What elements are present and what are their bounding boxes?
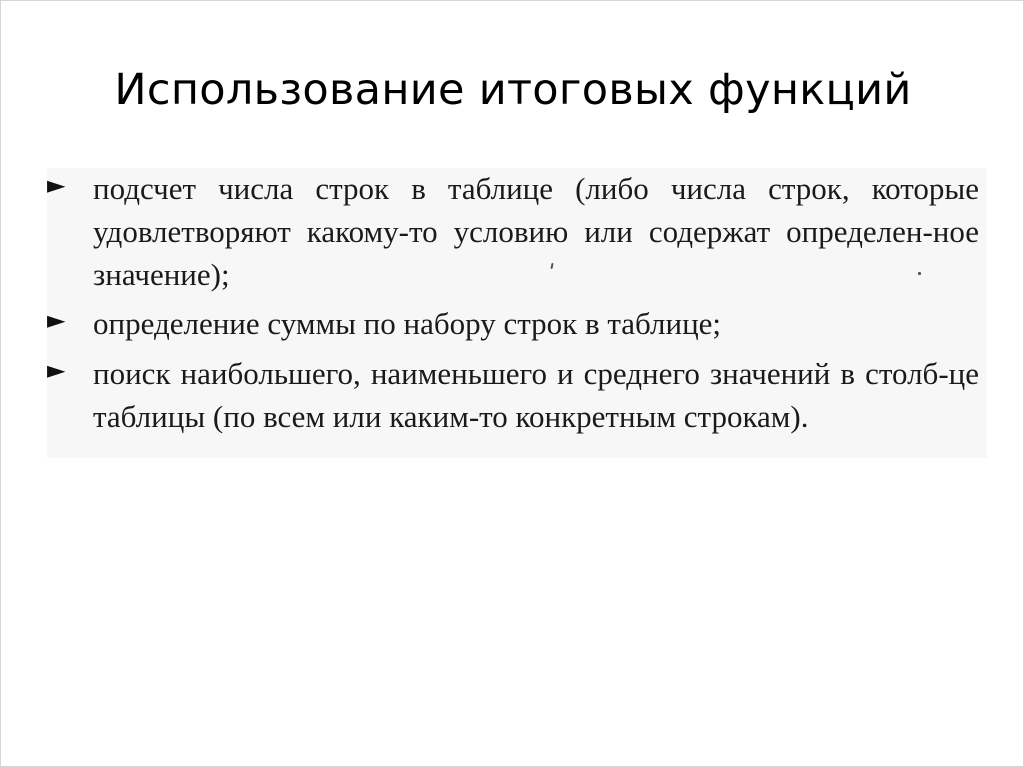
bullet-item-sum: определение суммы по набору строк в таблице; — [93, 306, 722, 341]
bullet-arrow-icon: ► — [47, 356, 66, 384]
bullet-arrow-icon: ► — [47, 306, 66, 334]
bullet-item-min-max-avg: поиск наибольшего, наименьшего и среднего значений в столб-це таблицы (по всем или каким-то конкретным строкам). — [93, 356, 979, 434]
bullet-item-row-count: подсчет числа строк в таблице (либо числа строк, которые удовлетворяют какому-то условию или содержат определен-ное значение); — [93, 171, 979, 292]
slide-title: Использование итоговых функций — [114, 65, 912, 115]
scan-speck — [918, 272, 921, 275]
bullet-arrow-icon: ► — [47, 171, 66, 199]
